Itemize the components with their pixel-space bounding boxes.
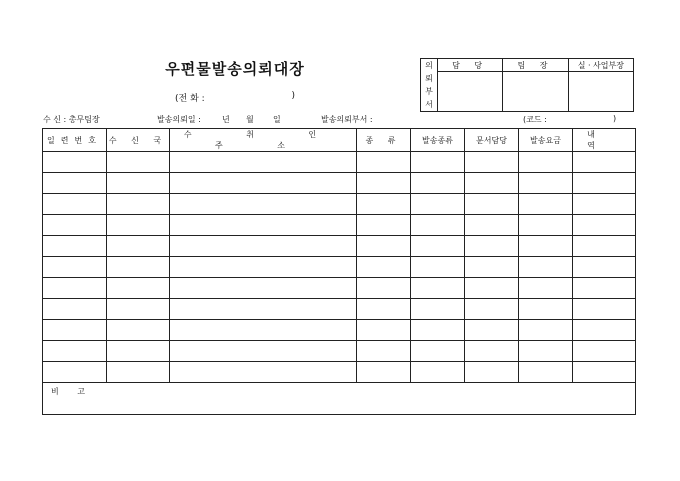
side-char: 뢰	[425, 74, 433, 83]
table-cell[interactable]	[519, 320, 573, 341]
table-cell[interactable]	[43, 257, 107, 278]
table-cell[interactable]	[465, 215, 519, 236]
table-row	[43, 341, 636, 362]
table-cell[interactable]	[411, 341, 465, 362]
table-cell[interactable]	[573, 278, 636, 299]
table-cell[interactable]	[465, 341, 519, 362]
table-cell[interactable]	[170, 362, 357, 383]
table-row	[43, 194, 636, 215]
table-cell[interactable]	[170, 173, 357, 194]
table-cell[interactable]	[573, 173, 636, 194]
table-cell[interactable]	[107, 236, 170, 257]
table-cell[interactable]	[411, 362, 465, 383]
month-label: 월	[246, 115, 254, 124]
table-cell[interactable]	[170, 215, 357, 236]
year-label: 년	[222, 115, 230, 124]
table-row	[43, 152, 636, 173]
table-row	[43, 257, 636, 278]
table-cell[interactable]	[357, 215, 411, 236]
table-cell[interactable]	[107, 257, 170, 278]
table-cell[interactable]	[573, 362, 636, 383]
approval-header-staff: 담 당	[438, 59, 503, 72]
table-cell[interactable]	[519, 362, 573, 383]
table-cell[interactable]	[170, 341, 357, 362]
table-cell[interactable]	[465, 320, 519, 341]
table-cell[interactable]	[107, 299, 170, 320]
table-row	[43, 299, 636, 320]
table-cell[interactable]	[170, 152, 357, 173]
col-details: 내 역	[573, 129, 636, 152]
table-cell[interactable]	[43, 299, 107, 320]
table-cell[interactable]	[357, 341, 411, 362]
table-cell[interactable]	[170, 278, 357, 299]
table-cell[interactable]	[519, 299, 573, 320]
table-cell[interactable]	[519, 341, 573, 362]
table-cell[interactable]	[107, 152, 170, 173]
table-cell[interactable]	[411, 257, 465, 278]
table-cell[interactable]	[519, 173, 573, 194]
table-cell[interactable]	[573, 299, 636, 320]
table-cell[interactable]	[107, 278, 170, 299]
table-cell[interactable]	[519, 152, 573, 173]
approval-sign-staff[interactable]	[438, 72, 503, 112]
table-cell[interactable]	[357, 299, 411, 320]
table-cell[interactable]	[573, 320, 636, 341]
col-recipient-address: 수 취 인 주 소	[170, 129, 357, 152]
remarks-cell[interactable]: 비 고	[43, 383, 636, 415]
table-cell[interactable]	[170, 194, 357, 215]
table-cell[interactable]	[43, 236, 107, 257]
recipient-label: 수 신 : 총무팀장	[43, 115, 100, 124]
request-date-label: 발송의뢰일 :	[157, 115, 201, 124]
table-cell[interactable]	[573, 194, 636, 215]
table-cell[interactable]	[357, 362, 411, 383]
form-title: 우편물발송의뢰대장	[165, 60, 305, 78]
table-row	[43, 173, 636, 194]
side-char: 의	[425, 61, 433, 70]
approval-header-team-lead: 팀 장	[503, 59, 568, 72]
phone-line	[175, 91, 295, 104]
table-row	[43, 320, 636, 341]
col-type: 종 류	[357, 129, 411, 152]
table-cell[interactable]	[43, 173, 107, 194]
table-cell[interactable]	[519, 194, 573, 215]
table-cell[interactable]	[465, 362, 519, 383]
table-cell[interactable]	[43, 362, 107, 383]
table-row	[43, 362, 636, 383]
table-cell[interactable]	[357, 257, 411, 278]
table-cell[interactable]	[519, 215, 573, 236]
table-cell[interactable]	[170, 299, 357, 320]
ledger-header-row	[43, 129, 636, 152]
col-doc-manager: 문서담당	[465, 129, 519, 152]
table-cell[interactable]	[411, 320, 465, 341]
table-cell[interactable]	[573, 257, 636, 278]
table-cell[interactable]	[573, 215, 636, 236]
table-cell[interactable]	[357, 278, 411, 299]
approval-sign-division-head[interactable]	[568, 72, 633, 112]
table-cell[interactable]	[411, 194, 465, 215]
table-cell[interactable]	[411, 278, 465, 299]
table-cell[interactable]	[170, 236, 357, 257]
table-cell[interactable]	[465, 278, 519, 299]
table-cell[interactable]	[411, 299, 465, 320]
table-cell[interactable]	[43, 215, 107, 236]
table-cell[interactable]	[411, 215, 465, 236]
table-cell[interactable]	[107, 173, 170, 194]
table-cell[interactable]	[43, 320, 107, 341]
phone-label: (전 화 :	[175, 94, 205, 104]
table-cell[interactable]	[465, 299, 519, 320]
table-cell[interactable]	[357, 152, 411, 173]
table-row	[43, 236, 636, 257]
table-cell[interactable]	[107, 341, 170, 362]
code-label: (코드 :	[523, 115, 547, 124]
table-cell[interactable]	[107, 194, 170, 215]
table-cell[interactable]	[519, 236, 573, 257]
table-cell[interactable]	[411, 236, 465, 257]
phone-close: )	[291, 91, 295, 101]
table-cell[interactable]	[573, 236, 636, 257]
table-cell[interactable]	[465, 152, 519, 173]
table-cell[interactable]	[411, 152, 465, 173]
table-cell[interactable]	[519, 278, 573, 299]
ledger-table	[42, 128, 636, 415]
table-cell[interactable]	[465, 257, 519, 278]
day-label: 일	[273, 115, 281, 124]
table-cell[interactable]	[519, 257, 573, 278]
approval-header-division-head: 실 · 사업부장	[568, 59, 633, 72]
side-char: 부	[425, 87, 433, 96]
table-cell[interactable]	[43, 152, 107, 173]
table-cell[interactable]	[357, 236, 411, 257]
side-char: 서	[425, 100, 433, 109]
table-row	[43, 215, 636, 236]
table-cell[interactable]	[43, 278, 107, 299]
approval-sign-team-lead[interactable]	[503, 72, 568, 112]
table-cell[interactable]	[170, 320, 357, 341]
col-send-type: 발송종류	[411, 129, 465, 152]
table-cell[interactable]	[357, 194, 411, 215]
table-cell[interactable]	[357, 320, 411, 341]
table-cell[interactable]	[573, 341, 636, 362]
remarks-row	[43, 383, 636, 415]
table-cell[interactable]	[465, 236, 519, 257]
table-cell[interactable]	[465, 173, 519, 194]
table-cell[interactable]	[573, 152, 636, 173]
table-cell[interactable]	[107, 215, 170, 236]
approval-box	[420, 58, 634, 112]
table-cell[interactable]	[43, 341, 107, 362]
table-cell[interactable]	[465, 194, 519, 215]
table-cell[interactable]	[357, 173, 411, 194]
approval-side-label	[421, 59, 438, 112]
col-serial-number: 일련번호	[43, 129, 107, 152]
code-close: )	[613, 114, 617, 123]
dept-label: 발송의뢰부서 :	[321, 115, 373, 124]
table-row	[43, 278, 636, 299]
table-cell[interactable]	[411, 173, 465, 194]
table-cell[interactable]	[170, 257, 357, 278]
col-postage: 발송요금	[519, 129, 573, 152]
table-cell[interactable]	[43, 194, 107, 215]
col-receiving-office: 수 신 국	[107, 129, 170, 152]
table-cell[interactable]	[107, 362, 170, 383]
table-cell[interactable]	[107, 320, 170, 341]
